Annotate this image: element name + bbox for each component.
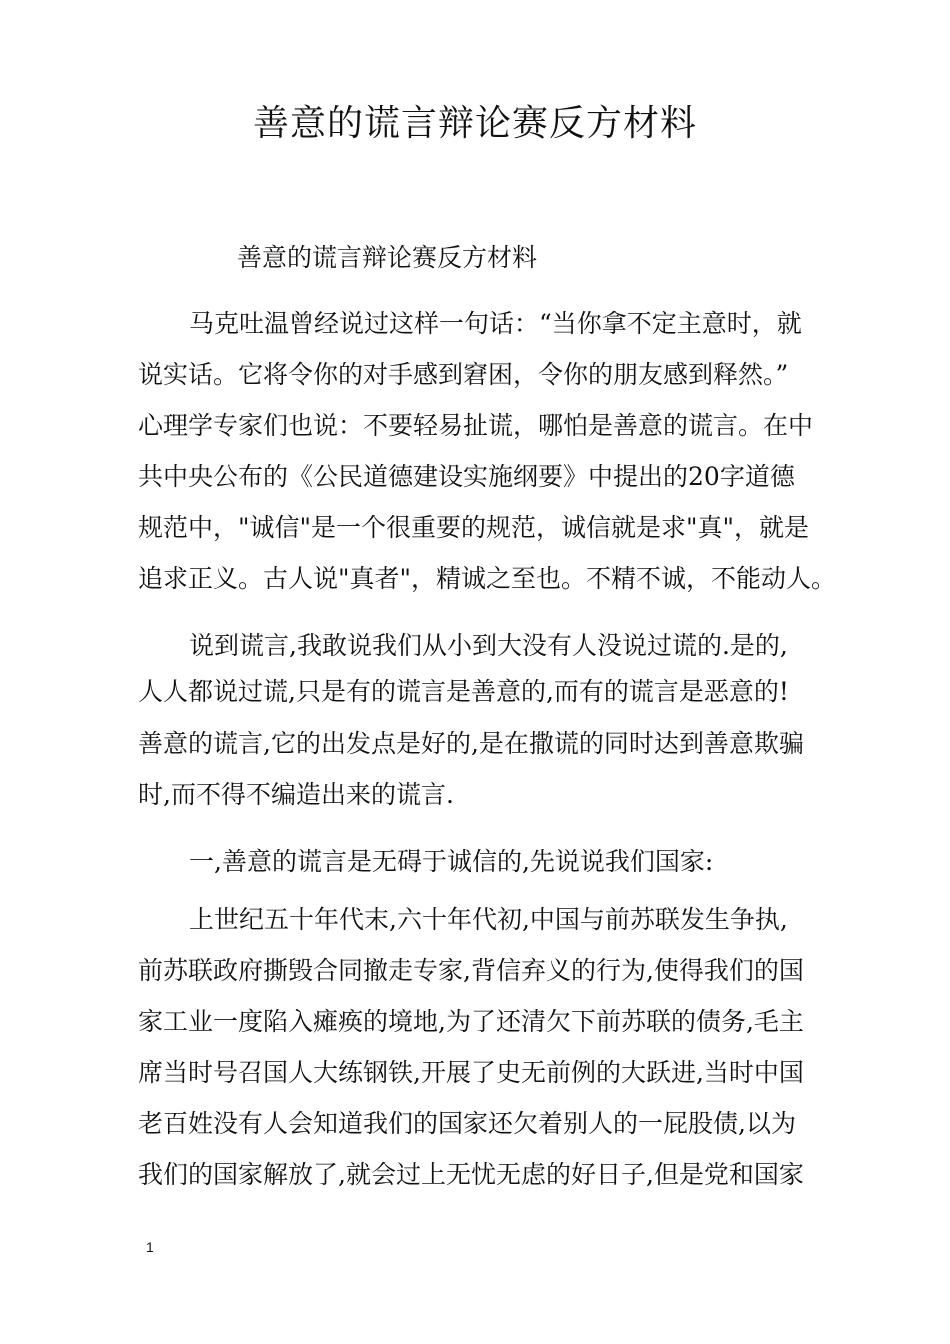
- paragraph-4-line-5: 老百姓没有人会知道我们的国家还欠着别人的一屁股债,以为: [138, 1109, 796, 1138]
- paragraph-2-line-4: 时,而不得不编造出来的谎言.: [138, 780, 454, 809]
- paragraph-1-line-2: 说实话。它将令你的对手感到窘困，令你的朋友感到释然。”: [138, 360, 789, 389]
- paragraph-1-line-1: 马克吐温曾经说过这样一句话：“当你拿不定主意时，就: [189, 309, 802, 338]
- paragraph-4-line-1: 上世纪五十年代末,六十年代初,中国与前苏联发生争执,: [189, 905, 788, 934]
- document-subtitle: 善意的谎言辩论赛反方材料: [237, 243, 538, 272]
- paragraph-1-line-5: 规范中，"诚信"是一个很重要的规范，诚信就是求"真"，就是: [138, 513, 809, 542]
- paragraph-2-line-2: 人人都说过谎,只是有的谎言是善意的,而有的谎言是恶意的!: [138, 677, 789, 706]
- paragraph-1-line-3: 心理学专家们也说：不要轻易扯谎，哪怕是善意的谎言。在中: [138, 411, 814, 440]
- paragraph-2-line-3: 善意的谎言,它的出发点是好的,是在撒谎的同时达到善意欺骗: [138, 729, 804, 758]
- paragraph-2-line-1: 说到谎言,我敢说我们从小到大没有人没说过谎的.是的,: [189, 631, 788, 660]
- paragraph-4-line-4: 席当时号召国人大练钢铁,开展了史无前例的大跃进,当时中国: [138, 1058, 804, 1087]
- paragraph-4-line-3: 家工业一度陷入瘫痪的境地,为了还清欠下前苏联的债务,毛主: [138, 1007, 804, 1036]
- page-number: 1: [146, 1239, 154, 1255]
- document-title: 善意的谎言辩论赛反方材料: [252, 103, 697, 144]
- paragraph-3-line-1: 一,善意的谎言是无碍于诚信的,先说说我们国家:: [189, 847, 714, 876]
- paragraph-4-line-6: 我们的国家解放了,就会过上无忧无虑的好日子,但是党和国家: [138, 1160, 804, 1189]
- paragraph-4-line-2: 前苏联政府撕毁合同撤走专家,背信弃义的行为,使得我们的国: [138, 956, 804, 985]
- paragraph-1-line-4: 共中央公布的《公民道德建设实施纲要》中提出的20字道德: [138, 462, 795, 491]
- paragraph-1-line-6: 追求正义。古人说"真者"，精诚之至也。不精不诚，不能动人。: [138, 564, 837, 593]
